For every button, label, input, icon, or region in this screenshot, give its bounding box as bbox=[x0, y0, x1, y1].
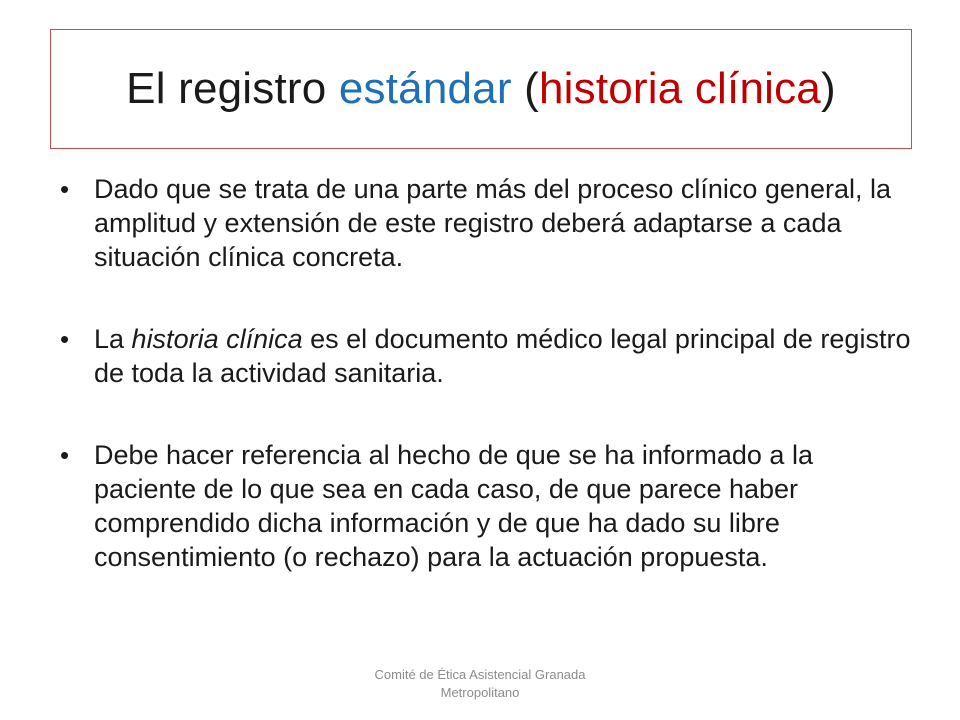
bullet-text-1: Dado que se trata de una parte más del proceso clínico general, la amplitud y extensión de este registro deberá adaptarse a cada situación clínica concreta. bbox=[94, 174, 891, 272]
bullet-dot-icon: • bbox=[60, 324, 70, 354]
title-part-3: ( bbox=[511, 64, 539, 113]
bullet-dot-icon: • bbox=[60, 440, 70, 470]
title-highlight-estandar: estándar bbox=[338, 64, 512, 113]
bullet-item-1 bbox=[58, 172, 918, 274]
footer-line-2: Metropolitano bbox=[440, 685, 520, 700]
bullet-list bbox=[58, 172, 918, 574]
slide-title bbox=[126, 64, 836, 114]
bullet-text-2-emphasis: historia clínica bbox=[131, 324, 303, 354]
bullet-text-2-start: La bbox=[94, 324, 132, 354]
title-highlight-historia-clinica: historia clínica bbox=[538, 64, 821, 113]
bullet-item-2 bbox=[58, 322, 918, 390]
title-box bbox=[50, 29, 912, 149]
title-part-5: ) bbox=[820, 64, 836, 113]
title-part-1: El registro bbox=[126, 64, 339, 113]
slide-footer bbox=[330, 666, 630, 702]
bullet-dot-icon: • bbox=[60, 174, 70, 204]
bullet-text-3: Debe hacer referencia al hecho de que se ha informado a la paciente de lo que sea en cada caso, de que parece haber comprendido dicha información y de que ha dado su libre consentimiento (o rechazo) para la actuación propuesta. bbox=[94, 440, 813, 572]
footer-line-1: Comité de Ética Asistencial Granada bbox=[374, 667, 586, 682]
bullet-text-2-end: es el documento médico legal principal de registro de toda la actividad sanitaria. bbox=[94, 324, 911, 388]
bullet-item-3 bbox=[58, 438, 918, 574]
